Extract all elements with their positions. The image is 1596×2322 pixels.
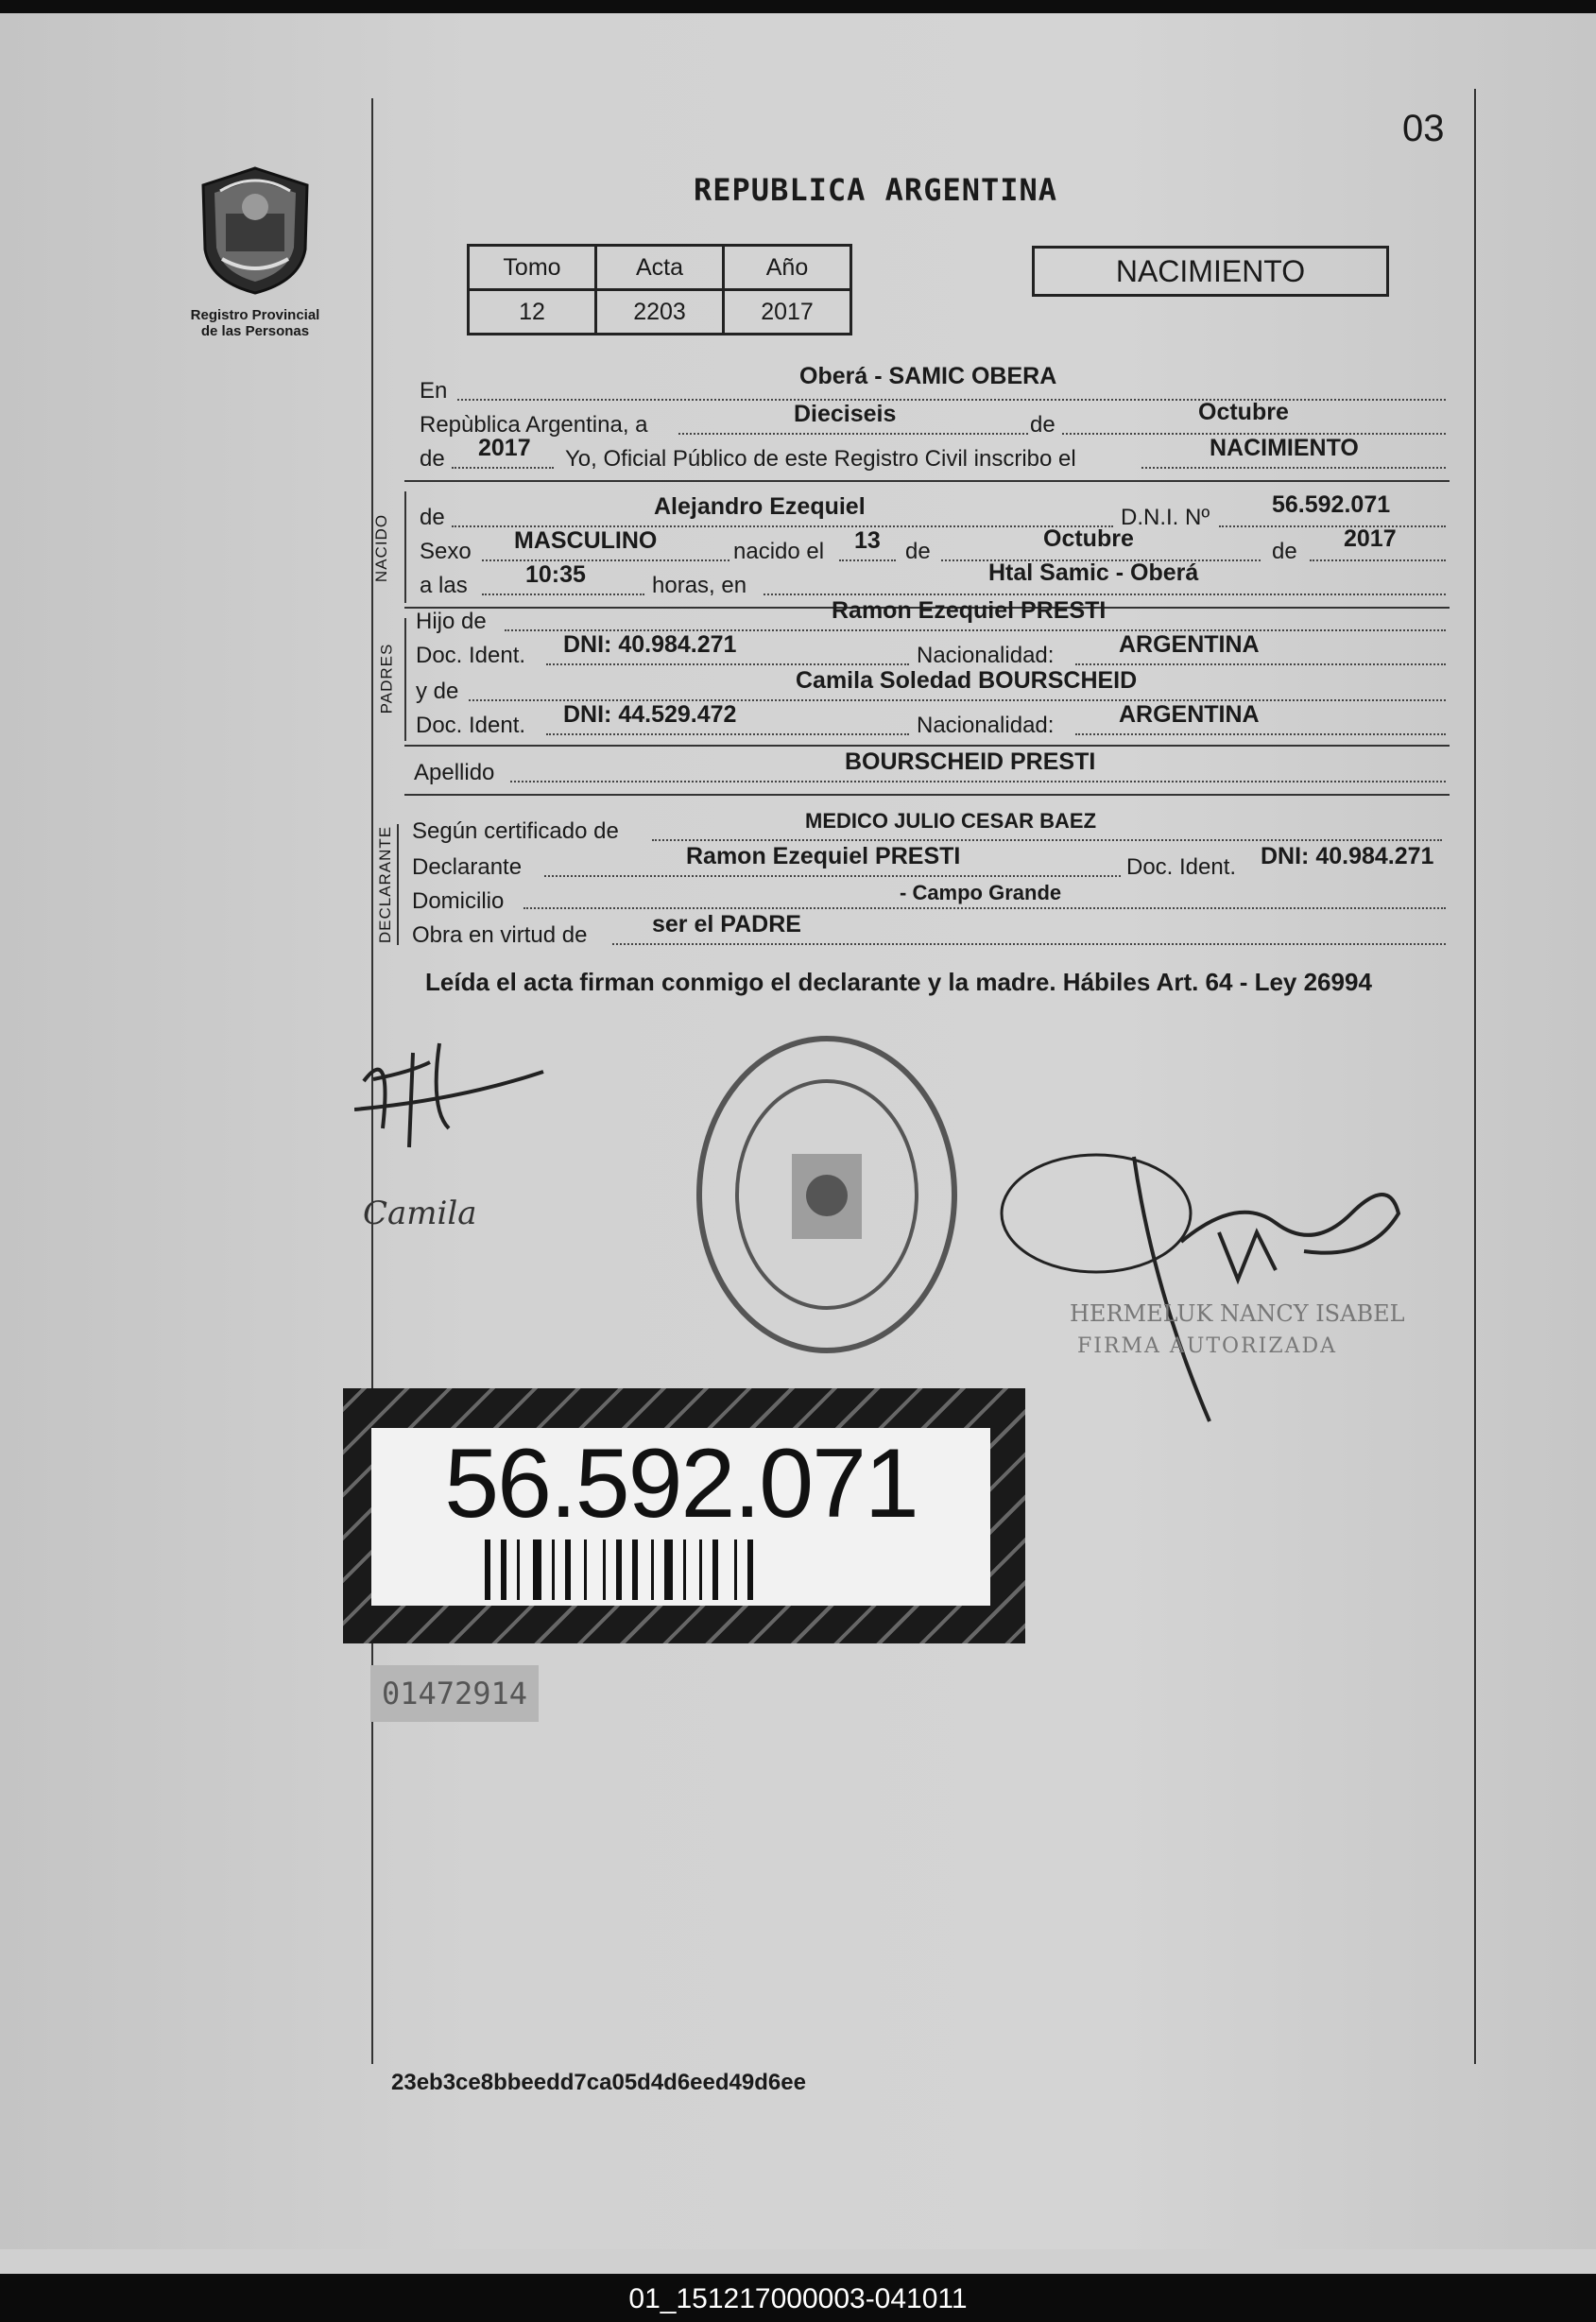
nacido-el-label: nacido el (733, 539, 825, 564)
cert-label: Según certificado de (412, 818, 619, 844)
dni-label: D.N.I. Nº (1121, 505, 1210, 530)
barcode-icon (485, 1539, 891, 1600)
page-number: 03 (1402, 108, 1445, 149)
declarante-doc-value: DNI: 40.984.271 (1261, 843, 1434, 869)
domicilio-label: Domicilio (412, 888, 505, 914)
father-doc-line (546, 663, 909, 665)
father-value: Ramon Ezequiel PRESTI (832, 597, 1107, 624)
document-page (0, 13, 1596, 2272)
birth-day-line (839, 559, 896, 561)
birth-place-value: Htal Samic - Oberá (988, 559, 1199, 586)
de-label-1: de (1030, 412, 1055, 438)
official-name: HERMELUK NANCY ISABEL (1070, 1300, 1405, 1327)
year-value: 2017 (478, 435, 531, 461)
acta-header: Acta (596, 246, 724, 290)
child-dni-value: 56.592.071 (1272, 491, 1391, 518)
republica-label: Repùblica Argentina, a (420, 412, 648, 438)
acta-value: 2203 (596, 290, 724, 335)
cert-value: MEDICO JULIO CESAR BAEZ (805, 809, 1097, 833)
apellido-label: Apellido (414, 760, 495, 785)
section-divider-3 (404, 745, 1450, 747)
hijo-de-label: Hijo de (416, 609, 487, 634)
domicilio-value: - Campo Grande (900, 881, 1062, 904)
en-label: En (420, 378, 448, 404)
dni-line (1219, 525, 1446, 527)
time-line (482, 593, 644, 595)
nacido-de-label-2: de (905, 539, 931, 564)
misiones-seal-icon (194, 164, 317, 297)
mother-doc-value: DNI: 44.529.472 (563, 701, 737, 728)
document-hash: 23eb3ce8bbeedd7ca05d4d6eed49d6ee (391, 2070, 806, 2095)
right-margin-line (1474, 89, 1476, 2064)
de-label-2: de (420, 446, 445, 472)
day-value: Dieciseis (794, 401, 897, 427)
child-name-value: Alejandro Ezequiel (654, 493, 866, 520)
mother-doc-line (546, 733, 909, 735)
birth-year-line (1310, 559, 1446, 561)
section-divider-1 (404, 480, 1450, 482)
mother-nat-value: ARGENTINA (1119, 701, 1260, 728)
anio-header: Año (724, 246, 851, 290)
act-type-box: NACIMIENTO (1032, 246, 1389, 297)
declarant-signature-icon (354, 1024, 553, 1166)
barcode-label (343, 1388, 1025, 1643)
padres-bracket (404, 618, 406, 741)
tomo-header: Tomo (469, 246, 596, 290)
sexo-value: MASCULINO (514, 527, 658, 554)
birth-place-line (764, 593, 1446, 595)
month-value: Octubre (1198, 399, 1289, 425)
declarante-section-label: DECLARANTE (376, 825, 395, 944)
father-nac-label: Nacionalidad: (917, 643, 1055, 668)
apellido-value: BOURSCHEID PRESTI (845, 748, 1096, 775)
cert-line (652, 839, 1442, 841)
registry-logo (189, 164, 321, 339)
nacido-de-label-3: de (1272, 539, 1297, 564)
tomo-value: 12 (469, 290, 596, 335)
logo-caption-line1: Registro Provincial (190, 307, 320, 323)
barcode-number: 56.592.071 (444, 1429, 918, 1539)
declarante-line (544, 875, 1121, 877)
domicilio-line (523, 907, 1446, 909)
declarante-doc-label: Doc. Ident. (1126, 854, 1237, 880)
section-divider-4 (404, 794, 1450, 796)
sexo-label: Sexo (420, 539, 472, 564)
serial-number: 01472914 (370, 1665, 539, 1722)
registry-table (467, 244, 852, 335)
next-page-strip (0, 2249, 1596, 2274)
nacido-de-label: de (420, 505, 445, 530)
official-title: FIRMA AUTORIZADA (1077, 1334, 1338, 1358)
declarante-label: Declarante (412, 854, 523, 880)
time-value: 10:35 (525, 561, 586, 588)
year-line (452, 467, 554, 469)
mother-signature: Camila (363, 1195, 477, 1232)
barcode-panel (371, 1428, 990, 1606)
y-de-label: y de (416, 679, 459, 704)
closing-statement: Leída el acta firman conmigo el declarante y la madre. Hábiles Art. 64 - Ley 26994 (425, 968, 1372, 996)
mother-value: Camila Soledad BOURSCHEID (796, 667, 1138, 694)
mother-nat-line (1075, 733, 1446, 735)
file-footer: 01_151217000003-041011 (0, 2276, 1596, 2322)
declarante-value: Ramon Ezequiel PRESTI (686, 843, 961, 869)
obra-label: Obra en virtud de (412, 922, 588, 948)
father-doc-value: DNI: 40.984.271 (563, 631, 737, 658)
en-line (457, 399, 1446, 401)
declarante-bracket (397, 824, 399, 945)
apellido-line (510, 781, 1446, 783)
logo-caption-line2: de las Personas (200, 323, 310, 339)
father-nat-value: ARGENTINA (1119, 631, 1260, 658)
birth-year-value: 2017 (1344, 525, 1397, 552)
act-value: NACIMIENTO (1210, 435, 1359, 461)
day-line (678, 433, 1028, 435)
padres-section-label: PADRES (377, 643, 396, 714)
sexo-line (482, 559, 729, 561)
mother-nac-label: Nacionalidad: (917, 713, 1055, 738)
horas-label: horas, en (652, 573, 747, 598)
yo-text: Yo, Oficial Público de este Registro Civil inscribo el (565, 446, 1076, 472)
obra-line (612, 943, 1446, 945)
birth-day-value: 13 (854, 527, 881, 554)
father-doc-label: Doc. Ident. (416, 643, 526, 668)
anio-value: 2017 (724, 290, 851, 335)
obra-value: ser el PADRE (652, 911, 801, 937)
nacido-section-label: NACIDO (372, 513, 391, 583)
place-value: Oberá - SAMIC OBERA (799, 363, 1057, 389)
a-las-label: a las (420, 573, 468, 598)
nacido-bracket (404, 491, 406, 603)
birth-month-value: Octubre (1043, 525, 1134, 552)
registry-stamp-icon (690, 1029, 964, 1360)
document-title: REPUBLICA ARGENTINA (694, 172, 1058, 208)
father-nat-line (1075, 663, 1446, 665)
official-signature-icon (992, 1138, 1408, 1450)
mother-doc-label: Doc. Ident. (416, 713, 526, 738)
act-line (1141, 467, 1446, 469)
